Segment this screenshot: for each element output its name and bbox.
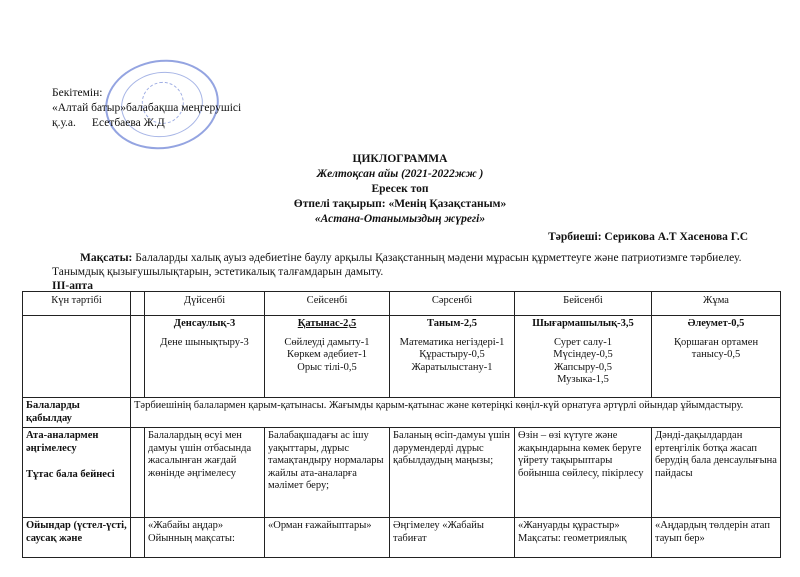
header-cell: Дүйсенбі [145,292,265,316]
area-item: Қоршаған ортамен танысу-0,5 [673,336,759,360]
area-item: Сурет салу-1 [554,336,612,348]
goal-text: Балаларды халық ауыз әдебиетіне баулу арқылы Қазақстанның мәдени мұрасын құрметтеуге және патриотизмге тәрбиелеу. Танымдық қызығушылықтарын, эстетикалық талғамдарын дамыту. [52,252,742,278]
area-title: Таным-2,5 [426,318,477,329]
header-row [23,292,781,316]
doc-theme: Өтпелі тақырып: «Менің Қазақстаным» [293,198,507,210]
area-cell [515,316,652,398]
games-cell: «Орман ғажайыптары» [265,518,390,558]
area-item: Орыс тілі-0,5 [297,361,357,373]
spacer-cell [131,292,145,316]
parents-cell: Балалардың өсуі мен дамуы үшін отбасында жасалынған жағдай жөнінде әңгімелесу [145,428,265,518]
area-title: Денсаулық-3 [173,318,236,329]
approval-block [52,86,241,131]
area-item: Математика негіздері-1 [399,336,505,348]
spacer-cell [131,518,145,558]
schedule-table [22,291,781,558]
area-cell [265,316,390,398]
parents-cell: Баланың өсіп-дамуы үшін дәрумендерді дұрыс қабылдаудың маңызы; [390,428,515,518]
area-title: Әлеумет-0,5 [687,318,745,329]
header-cell: Жұма [652,292,781,316]
area-title: Қатынас-2,5 [297,318,357,329]
header-cell: Күн тәртібі [23,292,131,316]
area-item: Жаратылыстану-1 [411,361,493,373]
row-label [23,428,131,518]
row-label-parents: Ата-аналармен әңгімелесу [26,430,99,454]
row-label: Балаларды қабылдау [23,398,131,428]
games-row [23,518,781,558]
area-item: Жапсыру-0,5 [554,361,612,373]
header-cell: Бейсенбі [515,292,652,316]
area-item: Музыка-1,5 [557,374,609,385]
goal-label: Мақсаты: [80,252,133,264]
doc-heading: ЦИКЛОГРАММА [352,153,448,165]
area-item: Көркем әдебиет-1 [287,349,367,360]
header-cell: Сейсенбі [265,292,390,316]
games-cell: «Жабайы аңдар» Ойынның мақсаты: [145,518,265,558]
area-title: Шығармашылық-3,5 [532,318,634,329]
approval-prefix: қ.у.а. [52,117,76,129]
area-cell [145,316,265,398]
parents-cell: Балабақшадағы ас ішу уақыттары, дұрыс тамақтандыру нормалары жайлы ата-аналарға мәлімет беру; [265,428,390,518]
area-cell [390,316,515,398]
games-cell: Әңгімелеу «Жабайы табиғат [390,518,515,558]
empty-cell [23,316,131,398]
games-cell: «Аңдардың төлдерін атап тауып бер» [652,518,781,558]
spacer-cell [131,316,145,398]
area-item: Құрастыру-0,5 [419,349,485,360]
week-label: ІІІ-апта [52,280,94,292]
approval-line-2: «Алтай батыр»балабақша меңгерушісі [52,102,242,114]
parents-row [23,428,781,518]
games-cell: «Жануарды құрастыр» Мақсаты: геометриялық [515,518,652,558]
reception-text: Тәрбиешінің балалармен қарым-қатынасы. Жағымды қарым-қатынас және көтеріңкі көңіл-күй орнатуға әртүрлі ойындар ұйымдастыру. [131,398,781,428]
doc-month: Желтоқсан айы (2021-2022жж ) [316,168,484,180]
area-item: Мүсіндеу-0,5 [553,349,613,360]
area-cell [652,316,781,398]
header-cell: Сәрсенбі [390,292,515,316]
spacer-cell [131,428,145,518]
doc-group: Ересек топ [371,183,429,195]
parents-cell: Дәнді-дақылдардан ертеңгілік ботқа жасап берудің бала денсаулығына пайдасы [652,428,781,518]
parents-cell: Өзін – өзі күтуге және жақындарына көмек беруге үйрету тақырыптары бойынша сөйлесу, пікірлесу [515,428,652,518]
teachers-line: Тәрбиеші: Серикова А.Т Хасенова Г.С [548,231,748,243]
goal-paragraph [52,251,762,279]
reception-row [23,398,781,428]
approval-line-1: Бекітемін: [52,87,103,99]
approval-name: Есетбаева Ж.Д [91,117,165,129]
areas-row [23,316,781,398]
row-label: Ойындар (үстел-үсті, саусақ және [23,518,131,558]
area-item: Дене шынықтыру-3 [160,336,249,348]
approval-line-3 [52,116,241,131]
area-item: Сөйлеуді дамыту-1 [284,336,370,348]
doc-subtheme: «Астана-Отанымыздың жүрегі» [314,213,486,225]
row-label-child: Тұтас бала бейнесі [26,469,115,480]
